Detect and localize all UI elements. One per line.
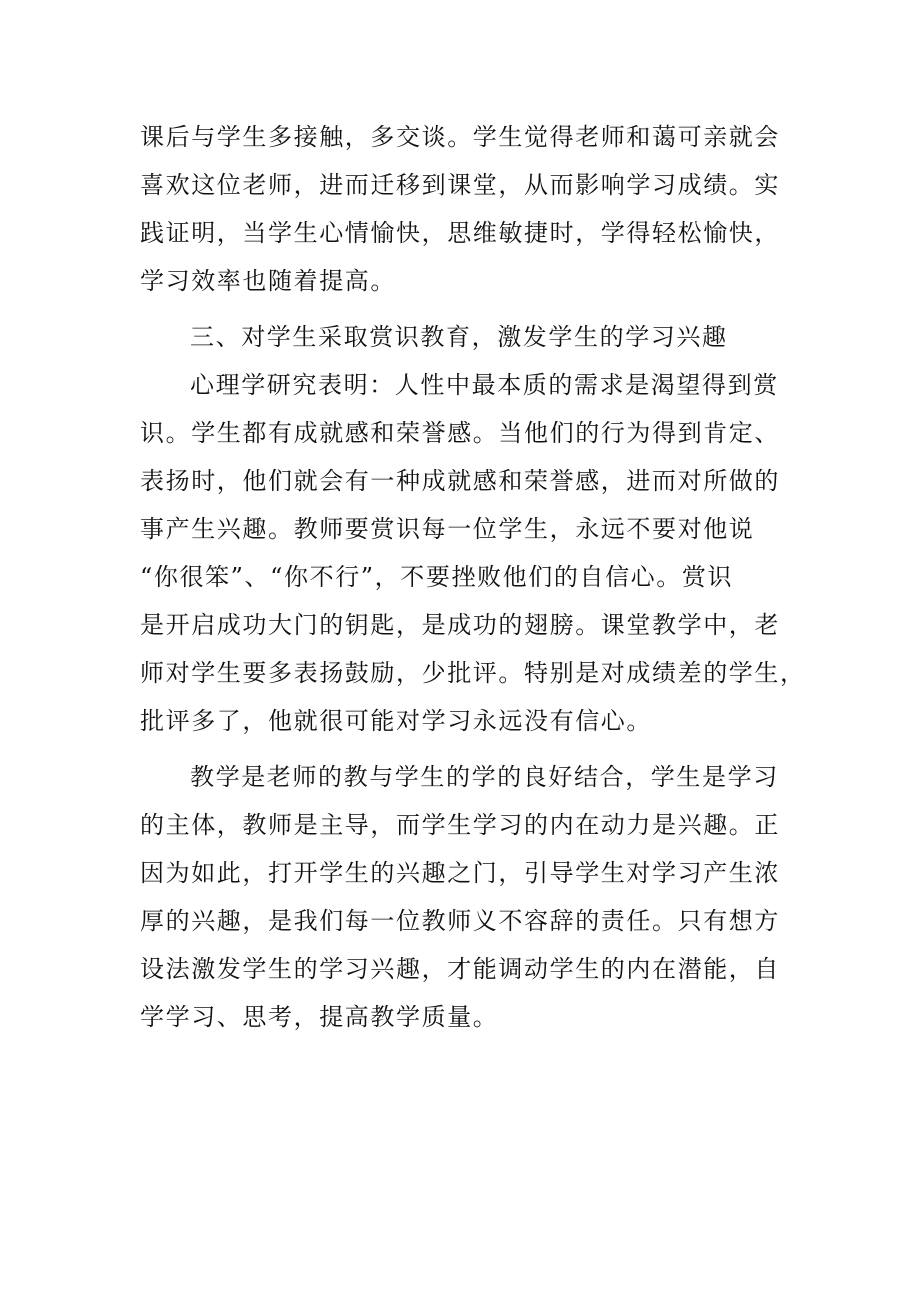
paragraph-line: 教学是老师的教与学生的学的良好结合，学生是学习 <box>190 763 779 791</box>
paragraph-line: 是开启成功大门的钥匙，是成功的翅膀。课堂教学中，老 <box>140 611 780 639</box>
paragraph-line: 事产生兴趣。教师要赏识每一位学生，永远不要对他说 <box>140 515 755 543</box>
document-body <box>140 113 806 1041</box>
paragraph-line: 喜欢这位老师，进而迁移到课堂，从而影响学习成绩。实 <box>140 171 780 199</box>
paragraph-appreciation <box>140 361 806 745</box>
paragraph-line: 的主体，教师是主导，而学生学习的内在动力是兴趣。正 <box>140 811 780 839</box>
paragraph-line: 践证明，当学生心情愉快，思维敏捷时，学得轻松愉快， <box>140 219 780 247</box>
section-heading-text: 三、对学生采取赏识教育，激发学生的学习兴趣 <box>190 323 728 351</box>
paragraph-line: 因为如此，打开学生的兴趣之门，引导学生对学习产生浓 <box>140 859 780 887</box>
paragraph-line: 表扬时，他们就会有一种成就感和荣誉感，进而对所做的 <box>140 467 780 495</box>
paragraph-line: 厚的兴趣，是我们每一位教师义不容辞的责任。只有想方 <box>140 907 780 935</box>
paragraph-line: 学习效率也随着提高。 <box>140 267 396 295</box>
paragraph-line: 识。学生都有成就感和荣誉感。当他们的行为得到肯定、 <box>140 419 780 447</box>
paragraph-line: “你很笨”、“你不行”，不要挫败他们的自信心。赏识 <box>140 563 734 591</box>
paragraph-conclusion <box>140 753 780 1041</box>
section-heading <box>140 313 780 361</box>
paragraph-line: 批评多了，他就很可能对学习永远没有信心。 <box>140 707 652 735</box>
paragraph-line: 师对学生要多表扬鼓励，少批评。特别是对成绩差的学生， <box>140 659 806 687</box>
paragraph-line: 心理学研究表明：人性中最本质的需求是渴望得到赏 <box>190 371 779 399</box>
paragraph-line: 设法激发学生的学习兴趣，才能调动学生的内在潜能，自 <box>140 955 780 983</box>
paragraph-line: 课后与学生多接触，多交谈。学生觉得老师和蔼可亲就会 <box>140 123 780 151</box>
paragraph-line: 学学习、思考，提高教学质量。 <box>140 1003 499 1031</box>
paragraph-continuation <box>140 113 780 305</box>
